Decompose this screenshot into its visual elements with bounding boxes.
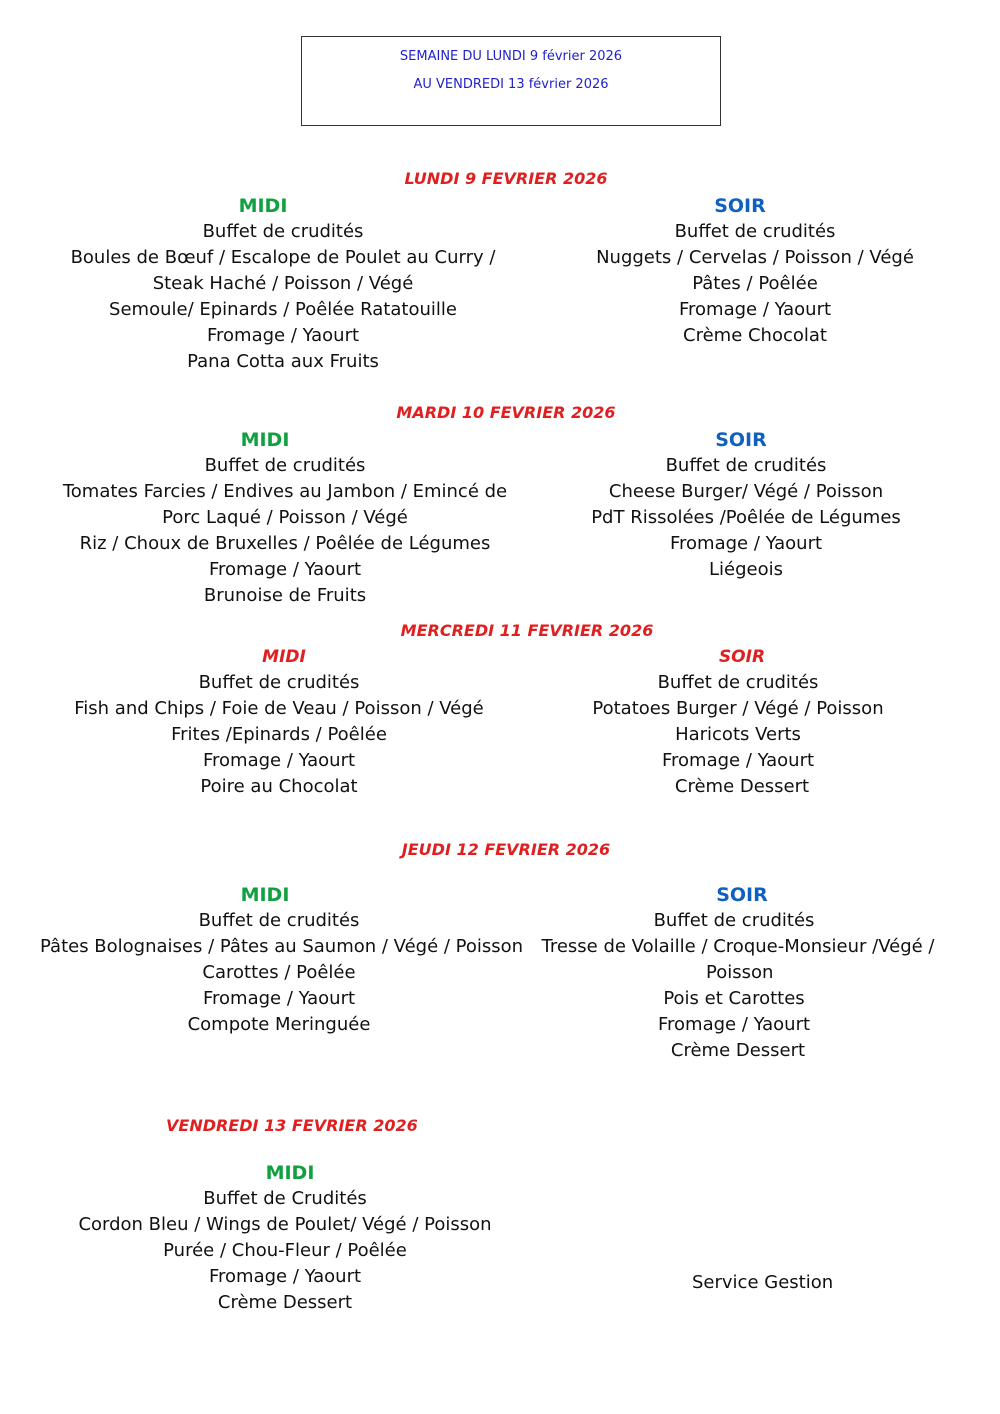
lundi-midi-column <box>40 193 526 375</box>
menu-item: Brunoise de Fruits <box>203 585 367 606</box>
menu-item: PdT Rissolées /Poêlée de Légumes <box>591 507 901 528</box>
week-header-line-2: AU VENDREDI 13 février 2026 <box>413 77 609 92</box>
menu-item: Liégeois <box>709 559 783 580</box>
week-header-box <box>301 36 721 126</box>
menu-item: Cheese Burger/ Végé / Poisson <box>608 481 884 502</box>
menu-item: Crème Chocolat <box>683 325 827 346</box>
menu-item: Crème Dessert <box>670 1040 806 1061</box>
jeudi-midi-heading: MIDI <box>240 884 290 906</box>
menu-item: Fromage / Yaourt <box>657 1014 811 1035</box>
day-title-mardi: MARDI 10 FEVRIER 2026 <box>396 403 616 422</box>
menu-item: Buffet de crudités <box>657 672 819 693</box>
menu-item: Pâtes Bolognaises / Pâtes au Saumon / Végé / Poisson <box>40 936 524 957</box>
menu-item: Tomates Farcies / Endives au Jambon / Emincé de <box>62 481 508 502</box>
jeudi-soir-column <box>540 882 936 1064</box>
menu-item: Crème Dessert <box>217 1292 353 1313</box>
menu-item: Crème Dessert <box>674 776 810 797</box>
menu-item: Compote Meringuée <box>187 1014 371 1035</box>
menu-item: Buffet de crudités <box>204 455 366 476</box>
menu-item: Cordon Bleu / Wings de Poulet/ Végé / Poisson <box>78 1214 492 1235</box>
menu-item: Fromage / Yaourt <box>206 325 360 346</box>
day-title-lundi: LUNDI 9 FEVRIER 2026 <box>404 169 608 188</box>
menu-item: Buffet de crudités <box>202 221 364 242</box>
menu-item: Pâtes / Poêlée <box>692 273 818 294</box>
vendredi-midi-heading: MIDI <box>265 1162 315 1184</box>
menu-item: Buffet de crudités <box>198 672 360 693</box>
day-title-mercredi: MERCREDI 11 FEVRIER 2026 <box>400 621 654 640</box>
menu-item: Semoule/ Epinards / Poêlée Ratatouille <box>109 299 457 320</box>
menu-item: Buffet de crudités <box>653 910 815 931</box>
menu-item: Fromage / Yaourt <box>202 988 356 1009</box>
menu-item: Carottes / Poêlée <box>202 962 356 983</box>
menu-item: Haricots Verts <box>675 724 801 745</box>
menu-item: Poisson <box>706 962 774 983</box>
vendredi-midi-column <box>60 1160 510 1316</box>
mercredi-midi-column <box>40 644 518 800</box>
day-title-jeudi: JEUDI 12 FEVRIER 2026 <box>401 840 611 859</box>
menu-item: Boules de Bœuf / Escalope de Poulet au Curry / <box>70 247 496 268</box>
menu-item: Frites /Epinards / Poêlée <box>171 724 387 745</box>
menu-item: Poire au Chocolat <box>200 776 358 797</box>
lundi-soir-column <box>560 193 950 349</box>
mercredi-midi-heading: MIDI <box>262 647 306 667</box>
mercredi-soir-column <box>560 644 916 800</box>
mardi-soir-column <box>560 427 932 583</box>
lundi-midi-heading: MIDI <box>238 195 288 217</box>
week-header-line-1: SEMAINE DU LUNDI 9 février 2026 <box>399 49 623 64</box>
menu-item: Porc Laqué / Poisson / Végé <box>162 507 408 528</box>
menu-item: Fromage / Yaourt <box>202 750 356 771</box>
jeudi-soir-heading: SOIR <box>716 884 768 906</box>
menu-item: Fromage / Yaourt <box>669 533 823 554</box>
menu-item: Pois et Carottes <box>663 988 805 1009</box>
menu-item: Buffet de Crudités <box>203 1188 367 1209</box>
menu-item: Buffet de crudités <box>674 221 836 242</box>
menu-item: Riz / Choux de Bruxelles / Poêlée de Légumes <box>79 533 491 554</box>
menu-item: Buffet de crudités <box>665 455 827 476</box>
menu-item: Steak Haché / Poisson / Végé <box>152 273 414 294</box>
menu-item: Fromage / Yaourt <box>208 1266 362 1287</box>
menu-item: Pana Cotta aux Fruits <box>187 351 379 372</box>
mardi-soir-heading: SOIR <box>715 429 767 451</box>
menu-item: Fish and Chips / Foie de Veau / Poisson / Végé <box>74 698 484 719</box>
mardi-midi-column <box>40 427 530 609</box>
menu-item: Fromage / Yaourt <box>208 559 362 580</box>
menu-item: Potatoes Burger / Végé / Poisson <box>592 698 884 719</box>
menu-item: Tresse de Volaille / Croque-Monsieur /Végé / <box>541 936 935 957</box>
signature: Service Gestion <box>692 1272 834 1293</box>
menu-item: Buffet de crudités <box>198 910 360 931</box>
menu-item: Purée / Chou-Fleur / Poêlée <box>163 1240 407 1261</box>
mardi-midi-heading: MIDI <box>240 429 290 451</box>
mercredi-soir-heading: SOIR <box>718 647 766 667</box>
jeudi-midi-column <box>40 882 524 1038</box>
menu-item: Fromage / Yaourt <box>678 299 832 320</box>
day-title-vendredi: VENDREDI 13 FEVRIER 2026 <box>166 1116 418 1135</box>
menu-item: Fromage / Yaourt <box>661 750 815 771</box>
menu-item: Nuggets / Cervelas / Poisson / Végé <box>596 247 914 268</box>
lundi-soir-heading: SOIR <box>714 195 766 217</box>
